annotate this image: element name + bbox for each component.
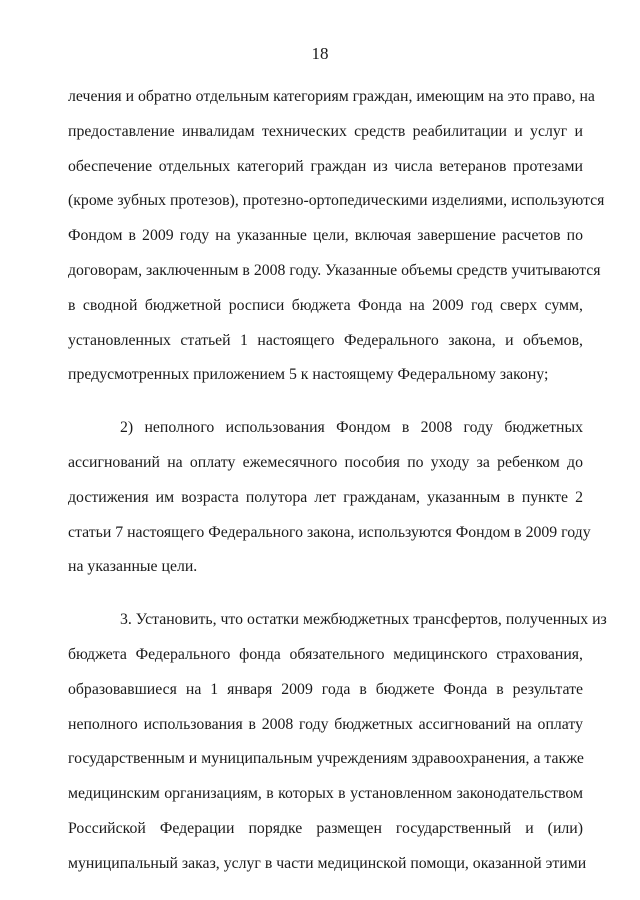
- text-line: бюджета Федерального фонда обязательного медицинского страхования,: [68, 645, 583, 663]
- paragraph-clause-3: [68, 603, 607, 881]
- paragraph-continuation: [68, 80, 605, 393]
- text-line: предоставление инвалидам технических средств реабилитации и услуг и: [68, 122, 583, 140]
- text-line: неполного использования в 2008 году бюджетных ассигнований на оплату: [68, 715, 583, 733]
- text-line: муниципальный заказ, услуг в части медицинской помощи, оказанной этими: [68, 854, 587, 872]
- text-line: образовавшиеся на 1 января 2009 года в бюджете Фонда в результате: [68, 680, 583, 698]
- text-line: государственным и муниципальным учреждениям здравоохранения, а также: [68, 750, 584, 768]
- text-line: 3. Установить, что остатки межбюджетных трансфертов, полученных из: [120, 611, 607, 629]
- text-line: лечения и обратно отдельным категориям граждан, имеющим на это право, на: [68, 88, 595, 105]
- text-line: в сводной бюджетной росписи бюджета Фонда на 2009 год сверх сумм,: [68, 296, 583, 314]
- text-line: договорам, заключенным в 2008 году. Указанные объемы средств учитываются: [68, 261, 601, 279]
- text-line: обеспечение отдельных категорий граждан из числа ветеранов протезами: [68, 157, 583, 175]
- document-body: [68, 80, 607, 882]
- page-number: 18: [311, 44, 329, 63]
- text-line: медицинским организациям, в которых в установленном законодательством: [68, 785, 583, 803]
- text-line: достижения им возраста полутора лет гражданам, указанным в пункте 2: [68, 488, 583, 506]
- text-line: Фондом в 2009 году на указанные цели, включая завершение расчетов по: [68, 227, 583, 245]
- paragraph-item-2: [68, 411, 591, 585]
- text-line: (кроме зубных протезов), протезно-ортопедическими изделиями, используются: [68, 192, 605, 210]
- text-line: предусмотренных приложением 5 к настоящему Федеральному закону;: [68, 366, 549, 384]
- text-line: ассигнований на оплату ежемесячного пособия по уходу за ребенком до: [68, 453, 583, 471]
- text-line: установленных статьей 1 настоящего Федерального закона, и объемов,: [68, 331, 583, 349]
- text-line: Российской Федерации порядке размещен государственный и (или): [68, 819, 583, 837]
- text-line: статьи 7 настоящего Федерального закона, используются Фондом в 2009 году: [68, 523, 591, 541]
- text-line: 2) неполного использования Фондом в 2008 году бюджетных: [120, 419, 583, 437]
- text-line: на указанные цели.: [68, 558, 198, 576]
